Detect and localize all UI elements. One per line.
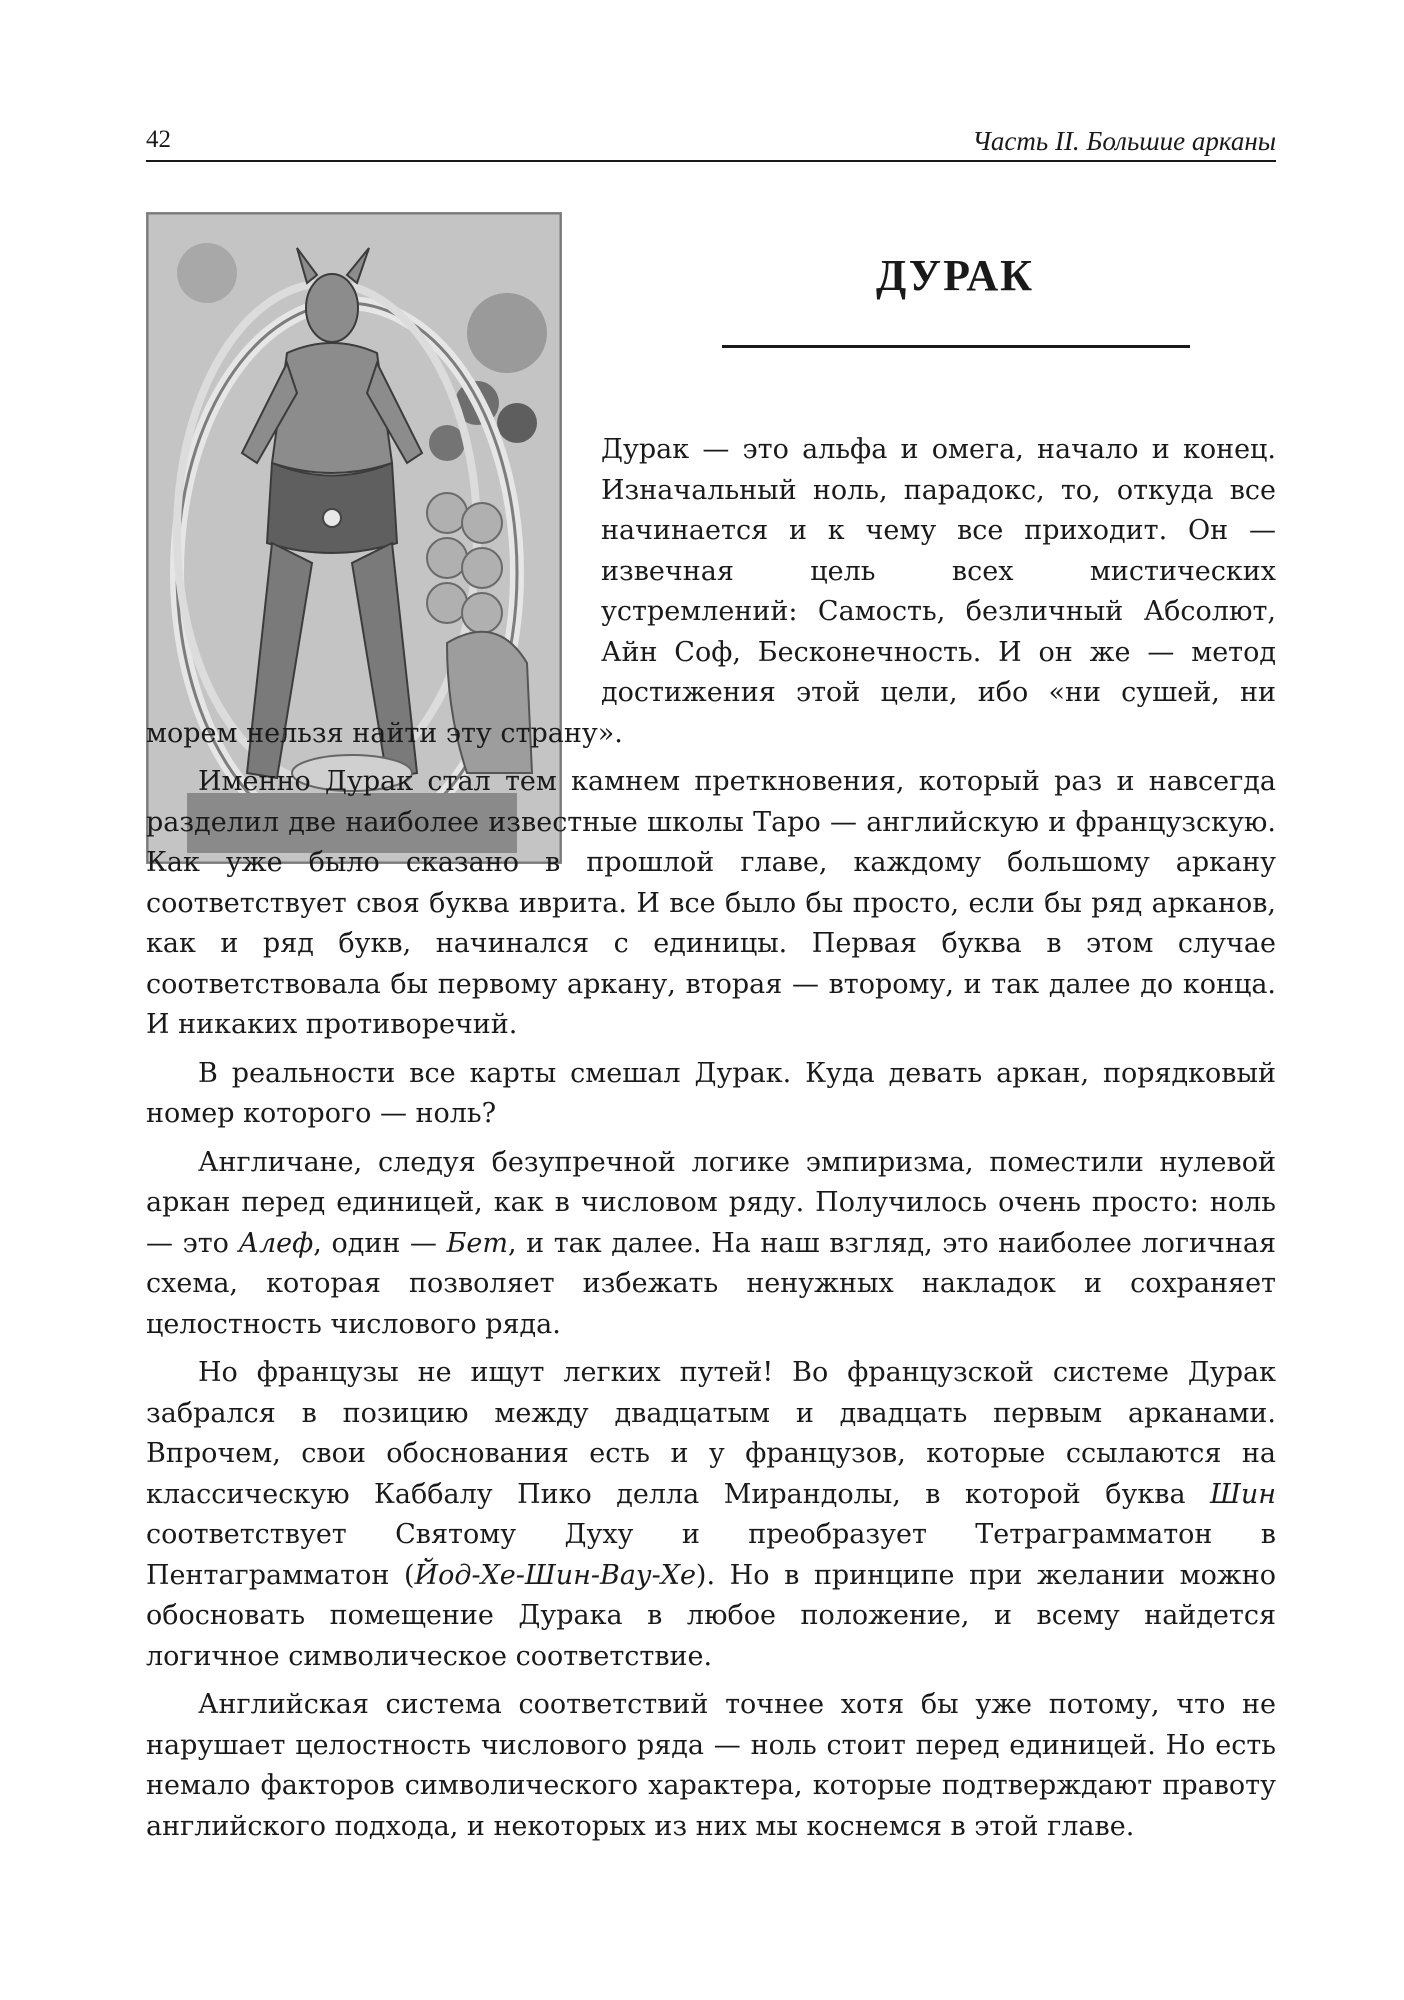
term-shin: Шин [1210,1478,1276,1510]
paragraph-6: Английская система соответствий точнее хотя бы уже потому, что не нарушает целостность числового ряда — ноль стоит перед единицей. Но есть немало факторов символического характера, которые подтверждают правоту английского подхода, и некоторых из них мы коснемся в этой главе. [146,1689,1276,1842]
paragraph-4-part-a: Англичане, следуя безупречной логике эмпиризма, поместили нулевой аркан перед единицей, как в числовом ряду. Получилось очень просто: ноль — это [146,1146,1276,1259]
paragraph-5-part-c: ). Но в принципе при желании можно обосновать помещение Дурака в любое положение, и всему найдется логичное символическое соответствие. [146,1559,1276,1672]
paragraph-4 [146,1143,1276,1346]
running-header [146,122,1276,162]
paragraph-5-part-b: соответствует Святому Духу и преобразует Тетраграмматон в Пентаграмматон ( [146,1519,1276,1591]
term-pentagrammaton: Йод-Хе-Шин-Вау-Хе [414,1559,696,1591]
paragraph-2: Именно Дурак стал тем камнем преткновения, который раз и навсегда разделил две наиболее известные школы Таро — английскую и французскую. Как уже было сказано в прошлой главе, каждому большому аркану соответствует своя буква иврита. И все было бы просто, если бы ряд арканов, как и ряд букв, начинался с единицы. Первая буква в этом случае соответствовала бы первому аркану, вторая — второму, и так далее до конца. И никаких противоречий. [146,766,1276,1040]
paragraph-3: В реальности все карты смешал Дурак. Куда девать аркан, порядковый номер которого — ноль? [146,1057,1276,1129]
paragraph-5 [146,1353,1276,1677]
term-bet: Бет [446,1227,508,1259]
term-alef: Алеф [238,1227,314,1259]
illustration-wrap-space [146,212,601,687]
page-number: 42 [146,126,171,153]
paragraph-4-part-c: , и так далее. На наш взгляд, это наиболее логичная схема, которая позволяет избежать ненужных накладок и сохраняет целостность числового ряда. [146,1227,1277,1340]
title-underline [722,345,1190,348]
paragraph-4-part-b: , один — [313,1227,447,1259]
paragraph-1: Дурак — это альфа и омега, начало и конец. Изначальный ноль, парадокс, то, откуда все начинается и к чему все приходит. Он — извечная цель всех мистических устремлений: Самость, безличный Абсолют, Айн Соф, Бесконечность. И он же — метод достижения этой цели, ибо «ни сушей, ни морем нельзя найти эту страну». [146,434,1276,749]
chapter-title: ДУРАК [875,251,1035,300]
paragraph-5-part-a: Но французы не ищут легких путей! Во французской системе Дурак забрался в позицию между двадцатым и двадцать первым арканами. Впрочем, свои обоснования есть и у французов, которые ссылаются на классическую Каббалу Пико делла Мирандолы, в которой буква [146,1357,1276,1510]
running-title: Часть II. Большие арканы [972,126,1276,156]
body-text [146,430,1276,1847]
